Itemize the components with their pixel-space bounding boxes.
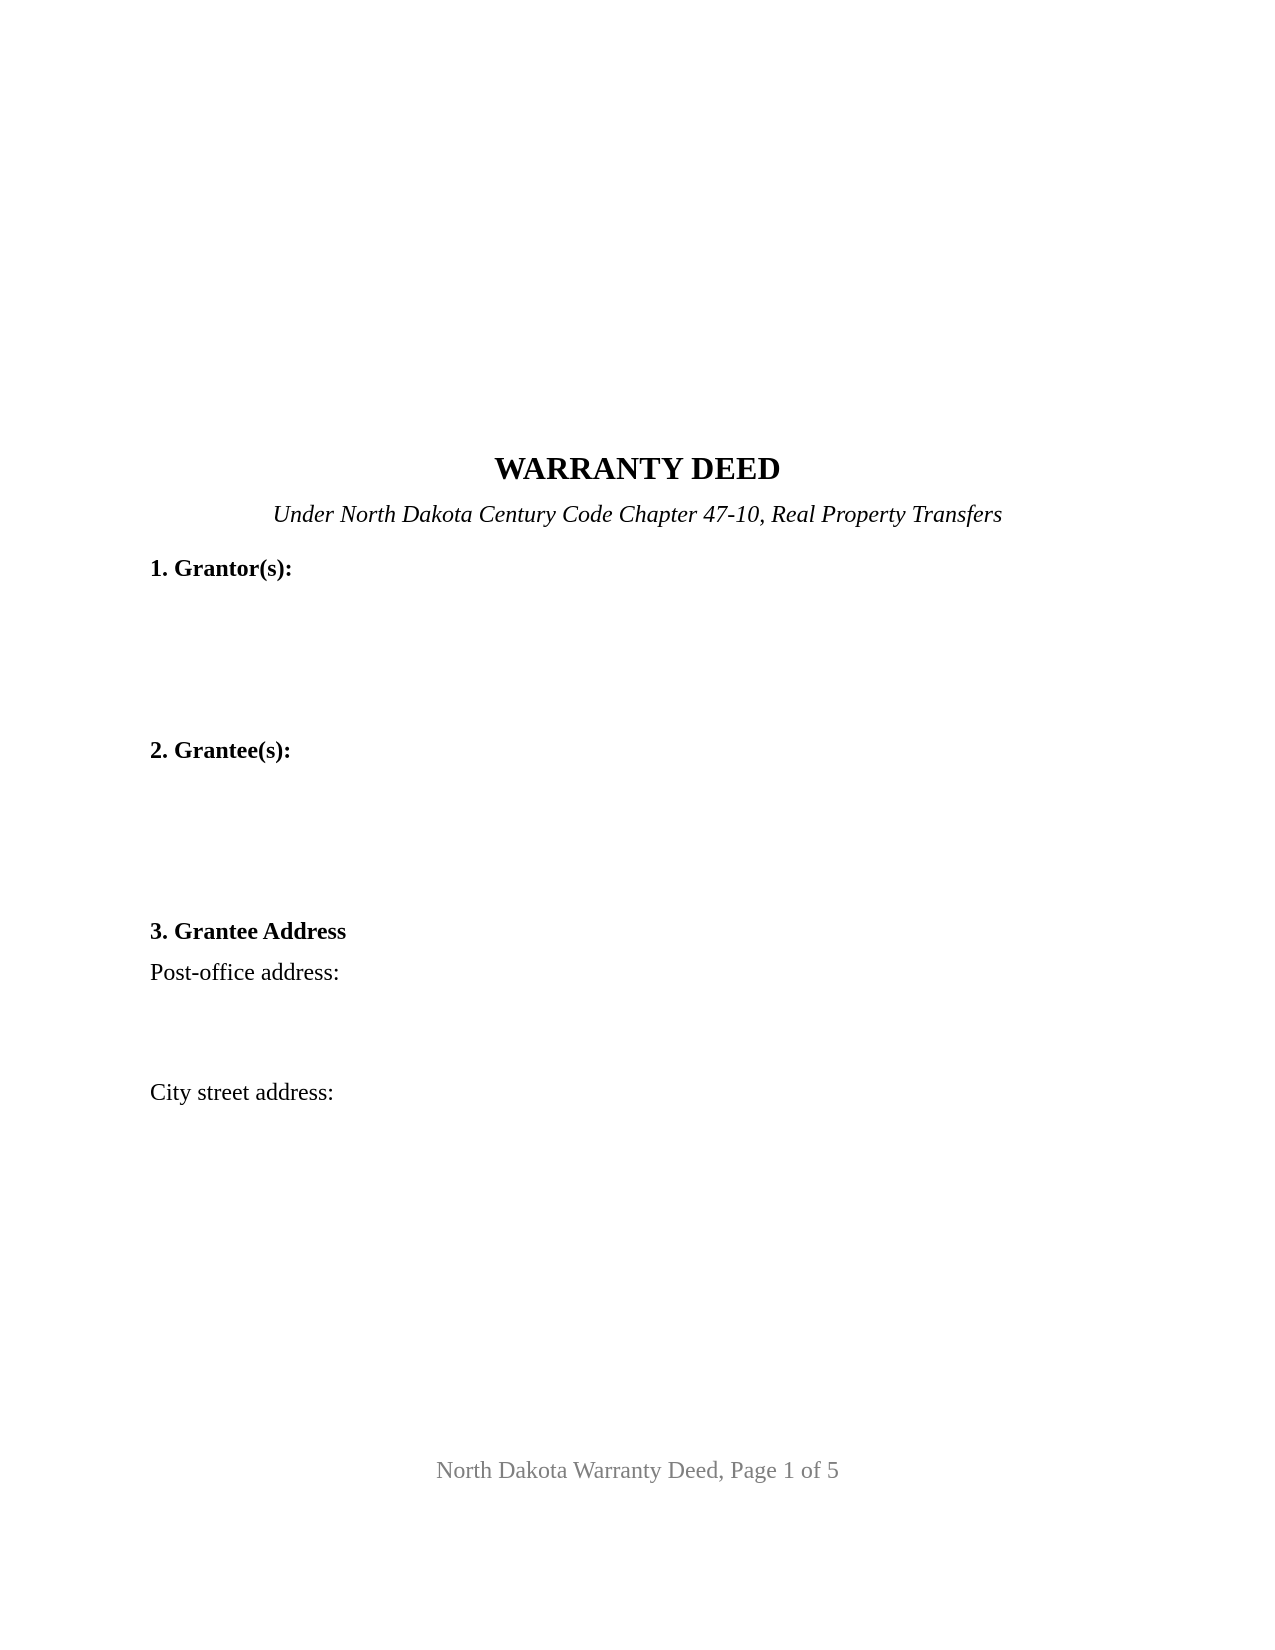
section-heading-grantors: 1. Grantor(s): bbox=[150, 556, 293, 582]
city-street-address-label: City street address: bbox=[150, 1080, 334, 1106]
page-footer: North Dakota Warranty Deed, Page 1 of 5 bbox=[436, 1458, 839, 1484]
post-office-address-label: Post-office address: bbox=[150, 960, 340, 986]
section-heading-grantee-address: 3. Grantee Address bbox=[150, 919, 347, 945]
document-title: WARRANTY DEED bbox=[494, 450, 781, 486]
section-heading-grantees: 2. Grantee(s): bbox=[150, 738, 292, 764]
document-subtitle: Under North Dakota Century Code Chapter 47-10, Real Property Transfers bbox=[272, 502, 1003, 528]
